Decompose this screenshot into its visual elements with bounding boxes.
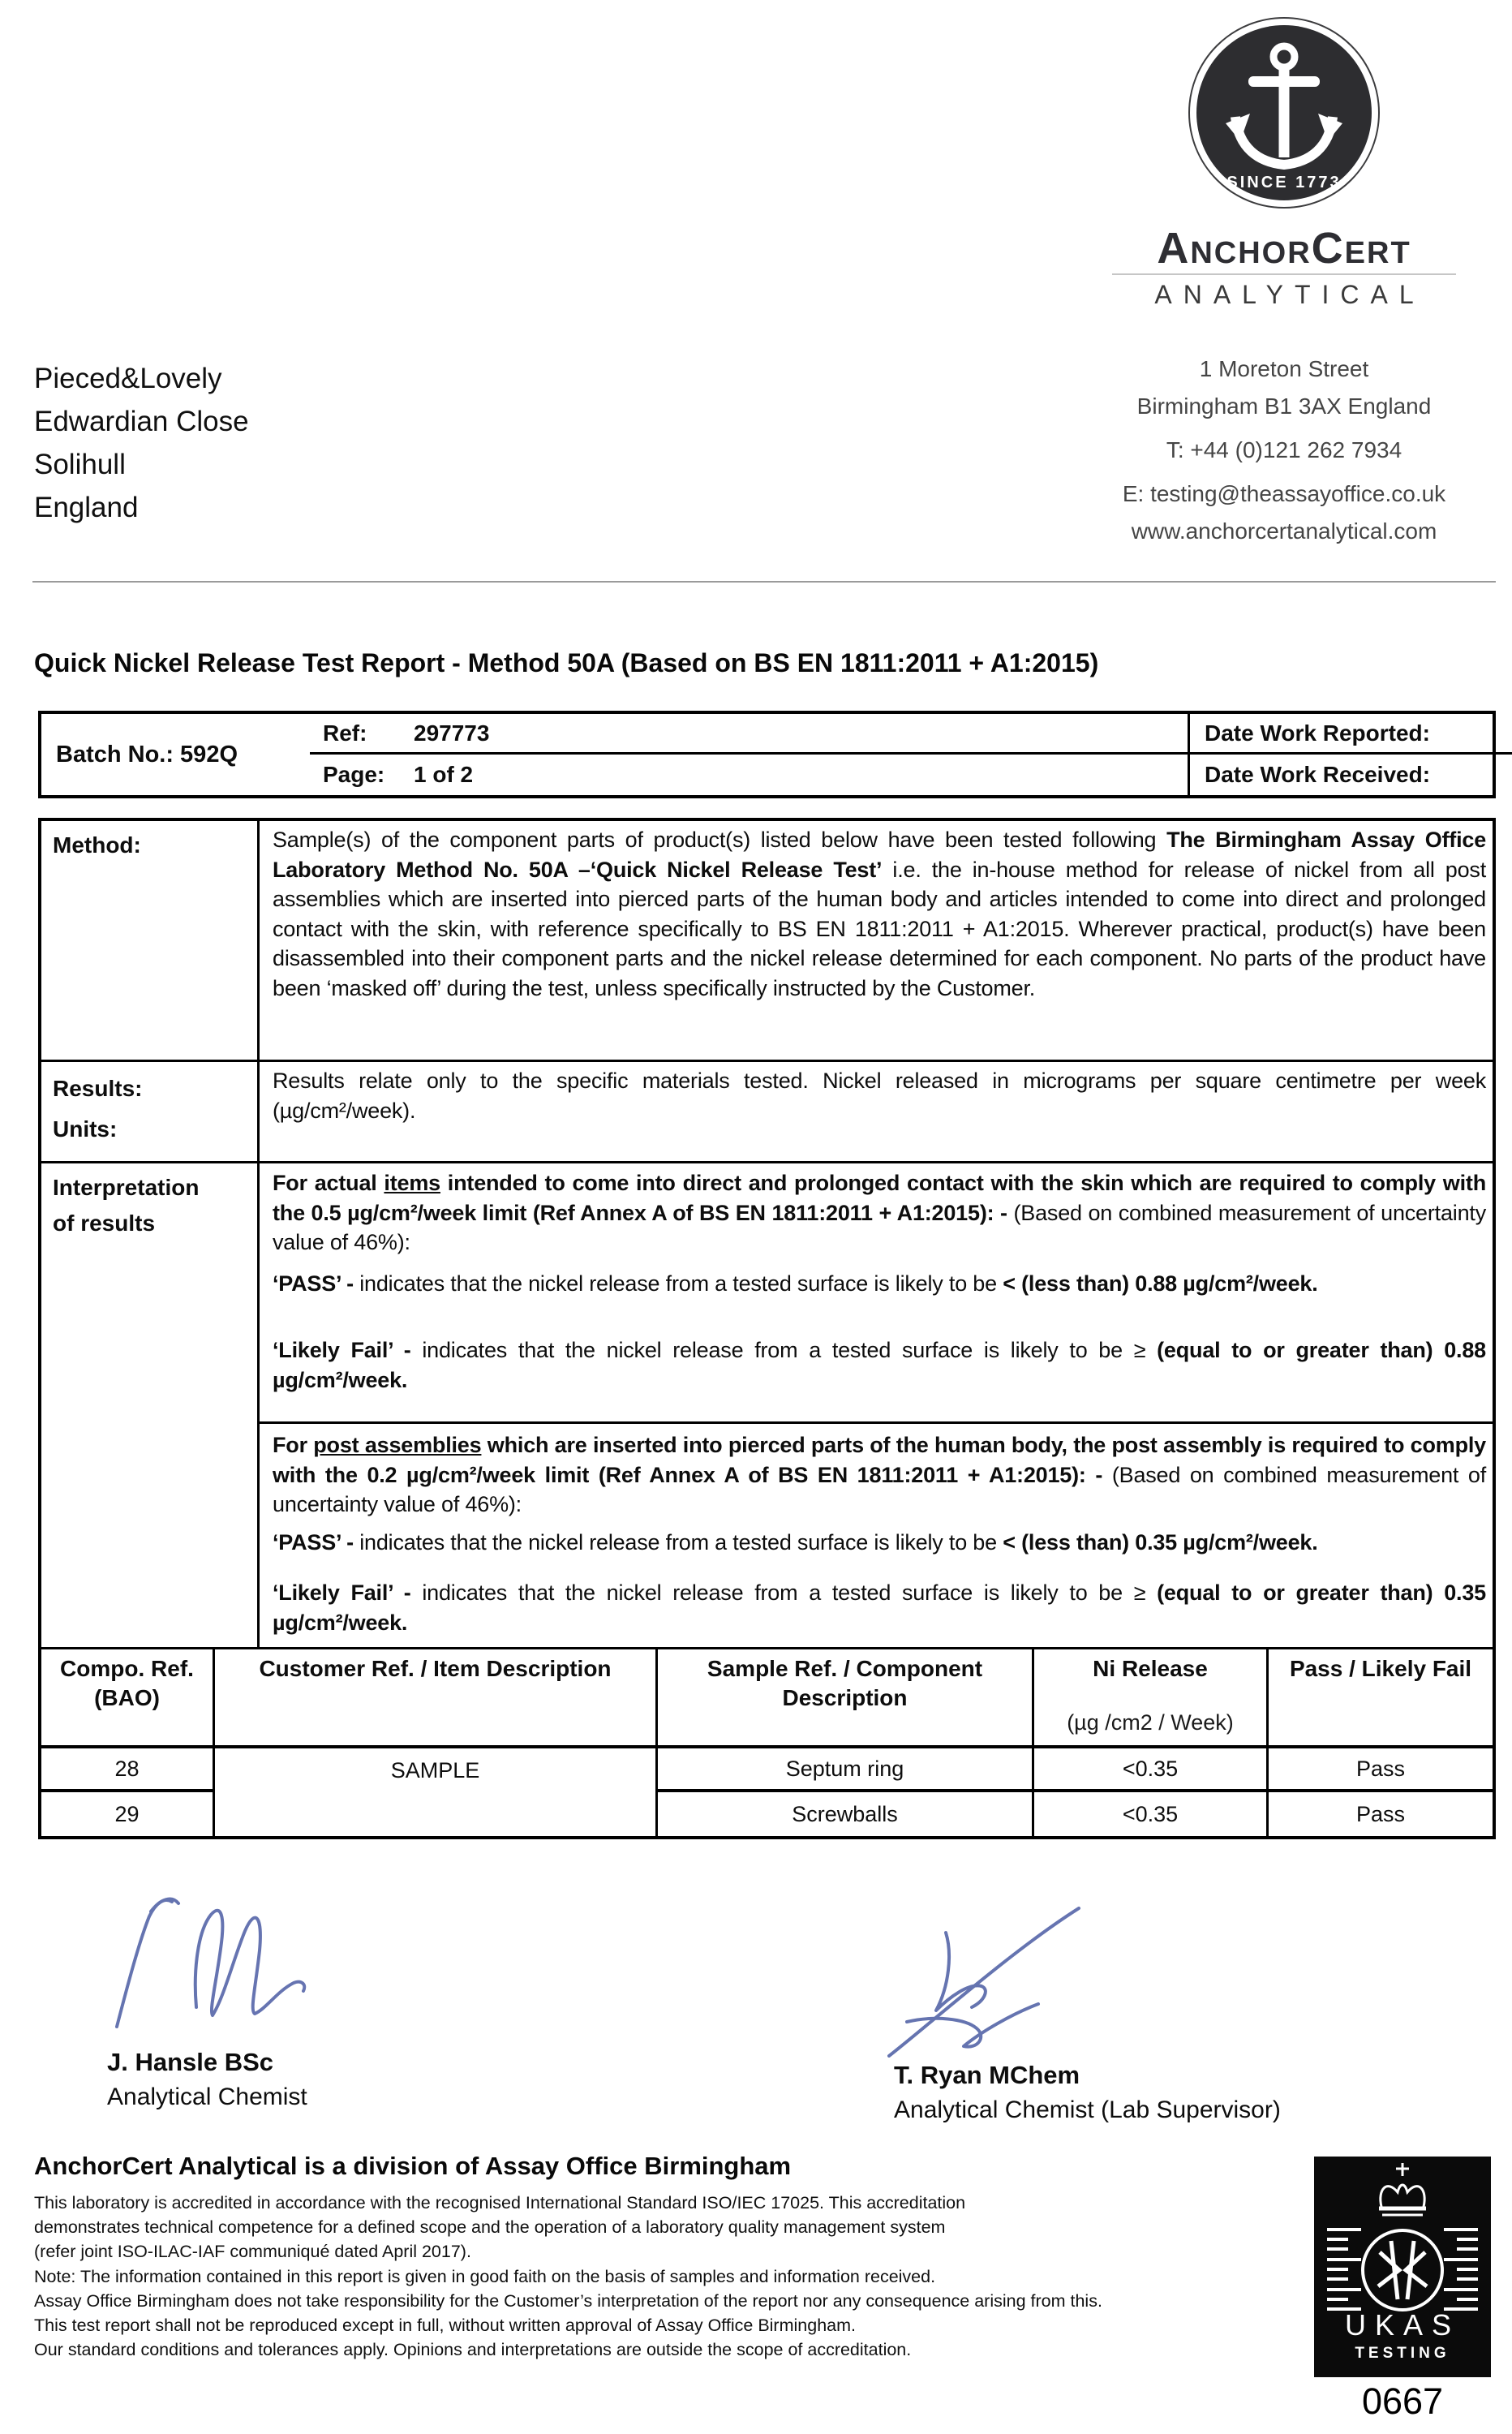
footer-line: This test report shall not be reproduced except in full, without written approval of Assay Office Birmingham.: [34, 2316, 856, 2336]
intro-regular: (Based on combined measurement of uncertainty value of 46%):: [273, 1200, 1486, 1255]
items-limit-intro: [273, 1168, 1486, 1258]
items-fail-definition: [273, 1335, 1486, 1395]
page-label: Page:: [323, 762, 385, 787]
intro-underlined: items: [384, 1171, 440, 1195]
signatory-name: T. Ryan MChem: [894, 2061, 1080, 2089]
row-ni-release: <0.35: [1034, 1748, 1269, 1792]
footer-line: This laboratory is accredited in accordance with the recognised International Standard ISO/IEC 17025. This accreditation: [34, 2193, 966, 2213]
date-received-label: Date Work Received:: [1205, 762, 1431, 787]
header-line: Ni Release: [1093, 1656, 1208, 1681]
interpretation-content: [260, 1163, 1493, 1647]
signatory-role: Analytical Chemist (Lab Supervisor): [894, 2096, 1281, 2123]
intro-underlined: post assemblies: [313, 1433, 482, 1457]
footer-line: Assay Office Birmingham does not take responsibility for the Customer’s interpretation of the report nor any consequence arising from this.: [34, 2290, 1102, 2311]
method-text-regular: Sample(s) of the component parts of product(s) listed below have been tested following: [273, 828, 1167, 852]
row-compo-ref: 28: [41, 1748, 215, 1792]
date-reported-label: Date Work Reported:: [1205, 720, 1430, 746]
footer-line: Note: The information contained in this report is given in good faith on the basis of samples and information received.: [34, 2266, 936, 2286]
results-data-table: [41, 1647, 1493, 1836]
logo-since-text: SINCE 1773: [1226, 174, 1342, 191]
footer-line: Our standard conditions and tolerances apply. Opinions and interpretations are outside the scope of accreditation.: [34, 2340, 912, 2360]
date-reported-cell: [1190, 714, 1512, 755]
signatory-role: Analytical Chemist: [107, 2084, 307, 2110]
method-text-bold: The Birmingham Assay Office Laboratory Method No. 50A –‘Quick Nickel Release Test’: [273, 828, 1487, 882]
ref-value: 297773: [414, 720, 490, 746]
method-row: [41, 821, 1493, 1060]
results-units-text: Results relate only to the specific materials tested. Nickel released in micrograms per square centimetre per week (µg/cm²/week).: [273, 1069, 1486, 1123]
intro-bold: intended to come into direct and prolonged contact with the skin which are required to comply with the 0.5 µg/cm²/week limit (Ref Annex A of BS EN 1811:2011 + A1:2015): -: [273, 1171, 1486, 1225]
intro-bold: which are inserted into pierced parts of the human body, the post assembly is required to comply with the 0.2 µg/cm²/week limit (Ref Annex A of BS EN 1811:2011 + A1:2015): -: [273, 1433, 1486, 1487]
ukas-accreditation-number: 0667: [1361, 2380, 1444, 2422]
main-table: [38, 818, 1496, 1839]
method-text: [260, 821, 1493, 1060]
header-rule: [32, 581, 1496, 583]
units-label: Units:: [53, 1116, 118, 1142]
lab-address-line: 1 Moreton Street: [1199, 356, 1369, 381]
brand-name: AnchorCert: [1157, 224, 1411, 273]
lab-contact-block: [1101, 350, 1467, 550]
items-pass-definition: [273, 1269, 1486, 1299]
pass-threshold: < (less than) 0.35 µg/cm²/week.: [1003, 1529, 1318, 1555]
fail-text: indicates that the nickel release from a tested surface is likely to be ≥: [410, 1338, 1158, 1363]
ref-label: Ref:: [323, 720, 367, 746]
interpretation-label-line: Interpretation: [53, 1175, 200, 1200]
row-compo-ref: 29: [41, 1792, 215, 1836]
footer-line: demonstrates technical competence for a defined scope and the operation of a laboratory quality management system: [34, 2217, 946, 2238]
signature-hansle: [104, 1884, 339, 2050]
ukas-crown-icon: [1314, 2157, 1491, 2377]
fail-threshold: (equal to or greater than) 0.35 µg/cm²/week.: [273, 1580, 1486, 1635]
col-header-ni-release: [1034, 1649, 1269, 1748]
ukas-testing-logo: [1314, 2157, 1491, 2377]
col-header-compo-ref: [41, 1649, 215, 1748]
date-received-cell: [1190, 755, 1512, 795]
footer-line: (refer joint ISO-ILAC-IAF communiqué dated April 2017).: [34, 2242, 471, 2262]
pass-text: indicates that the nickel release from a tested surface is likely to be: [353, 1529, 1003, 1555]
header-line: (BAO): [94, 1685, 160, 1710]
header-line: Compo. Ref.: [60, 1656, 194, 1681]
interpretation-row: [41, 1161, 1493, 1647]
posts-pass-definition: [273, 1528, 1486, 1558]
ref-cell: [310, 714, 1190, 755]
intro-bold: For: [273, 1433, 314, 1457]
brand-subtitle: ANALYTICAL: [1154, 280, 1425, 309]
fail-term: ‘Likely Fail’ -: [273, 1338, 411, 1363]
lab-website: www.anchorcertanalytical.com: [1131, 518, 1437, 544]
page-value: 1 of 2: [414, 762, 474, 787]
interpretation-label: [41, 1163, 260, 1647]
footer-heading: AnchorCert Analytical is a division of Assay Office Birmingham: [34, 2152, 792, 2180]
fail-term: ‘Likely Fail’ -: [273, 1580, 411, 1606]
row-ni-release: <0.35: [1034, 1792, 1269, 1836]
lab-phone: T: +44 (0)121 262 7934: [1166, 437, 1402, 462]
col-header-sample-ref: [658, 1649, 1034, 1748]
posts-fail-definition: [273, 1578, 1486, 1637]
row-component: Screwballs: [658, 1792, 1034, 1836]
header-line: Description: [782, 1685, 908, 1710]
pass-threshold: < (less than) 0.88 µg/cm²/week.: [1003, 1271, 1318, 1296]
row-component: Septum ring: [658, 1748, 1034, 1792]
ukas-emblem-icon: [1378, 2241, 1427, 2299]
ni-release-units: (µg /cm2 / Week): [1067, 1710, 1234, 1735]
recipient-address: [34, 357, 249, 529]
results-units-row: [41, 1060, 1493, 1161]
intro-regular: (Based on combined measurement of uncertainty value of 46%):: [273, 1462, 1486, 1517]
method-label: Method:: [41, 821, 260, 1060]
row-result: Pass: [1269, 1748, 1493, 1792]
signature-ryan: [866, 1900, 1110, 2075]
anchorcert-logo-icon: [1187, 11, 1381, 214]
lab-email: E: testing@theassayoffice.co.uk: [1122, 481, 1446, 506]
recipient-line: England: [34, 492, 139, 523]
row-result: Pass: [1355, 1801, 1406, 1826]
interpretation-block-posts: [260, 1421, 1493, 1647]
ukas-type-text: TESTING: [1355, 2345, 1450, 2362]
interpretation-block-items: [260, 1163, 1493, 1421]
col-header-customer-ref: Customer Ref. / Item Description: [215, 1649, 658, 1748]
pass-term: ‘PASS’ -: [273, 1271, 354, 1296]
posts-limit-intro: [273, 1430, 1486, 1520]
fail-threshold: (equal to or greater than) 0.88 µg/cm²/week.: [273, 1338, 1486, 1392]
results-units-label: [41, 1062, 260, 1161]
page-cell: [310, 755, 1190, 795]
batch-number: Batch No.: 592Q: [56, 741, 238, 768]
recipient-line: Pieced&Lovely: [34, 363, 222, 394]
recipient-line: Solihull: [34, 449, 126, 480]
row-customer-ref: SAMPLE: [215, 1748, 658, 1836]
signatory-name: J. Hansle BSc: [107, 2048, 274, 2076]
reference-table: [38, 711, 1496, 798]
header-brand-block: [1101, 11, 1467, 310]
interpretation-label-line: of results: [53, 1211, 156, 1236]
header-line: Sample Ref. / Component: [707, 1656, 983, 1681]
recipient-line: Edwardian Close: [34, 406, 249, 437]
pass-term: ‘PASS’ -: [273, 1529, 354, 1555]
footer-smallprint: [34, 2191, 1102, 2362]
lab-address-line: Birmingham B1 3AX England: [1136, 393, 1432, 419]
brand-divider: [1112, 273, 1456, 275]
fail-text: indicates that the nickel release from a tested surface is likely to be ≥: [410, 1580, 1158, 1606]
report-title: Quick Nickel Release Test Report - Method 50A (Based on BS EN 1811:2011 + A1:2015): [34, 648, 1099, 677]
col-header-pass-fail: Pass / Likely Fail: [1269, 1649, 1493, 1748]
pass-text: indicates that the nickel release from a tested surface is likely to be: [353, 1271, 1003, 1296]
intro-bold: For actual: [273, 1171, 384, 1195]
results-label: Results:: [53, 1076, 143, 1101]
ukas-brand-text: UKAS: [1344, 2308, 1461, 2342]
method-text-regular: i.e. the in-house method for release of nickel from all post assemblies which are inserted into pierced parts of the human body and articles intended to come into direct and prolonged contact with the skin, with reference specifically to BS EN 1811:2011 + A1:2015. Wherever practical, product(s) have been disassembled into their component parts and the nickel release determined for each component. No parts of the product have been ‘masked off’ during the test, unless specifically instructed by the Customer.: [273, 857, 1486, 1000]
